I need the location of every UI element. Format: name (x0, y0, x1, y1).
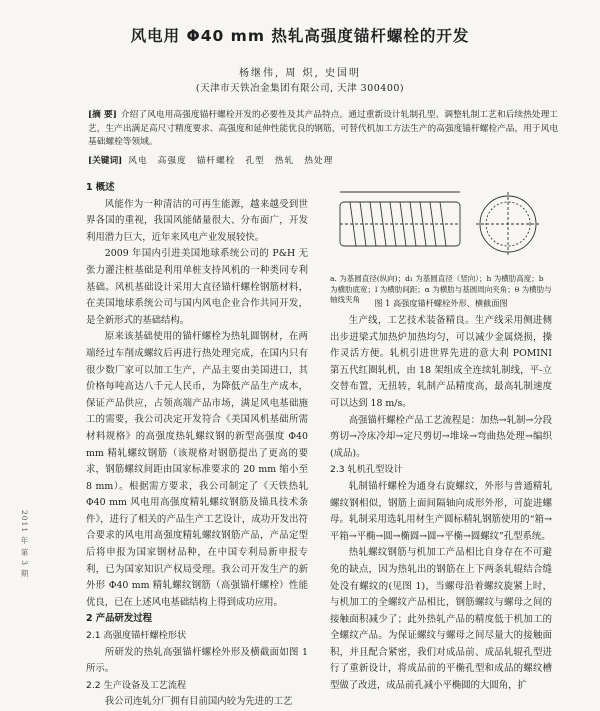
abstract (88, 109, 558, 150)
body-paragraph: 我公司连轧分厂拥有目前国内较为先进的工艺 (104, 696, 293, 708)
subsection-heading: 2.1 高强度锚杆螺栓形状 (86, 630, 187, 642)
section-heading: 2 产品研发过程 (86, 613, 153, 625)
keyword: 高强度 (157, 156, 187, 166)
body-paragraph: 原来该基础使用的锚杆螺栓为热轧圆钢材，在两端经过车削成螺纹后再进行热处理完成，在国内只有很少数厂家可以加工生产，产品主要由美国进口，其价格每吨高达八千元人民币，为降低产品生产成本，保证产品供应，占领高端产品市场，满足风电基础施工的需要，我公司决定开发符合《美国风机基础所需材料规格》的高强度热轧螺纹钢的新型高强度 Φ40 mm 精轧螺纹钢筋（该规格对钢筋提出了更高的要求，钢筋螺纹间距由国家标准要求的 20 mm 缩小至 8 mm）。根据需方要求，我公司制定了《天铁热轧 Φ40 mm 风电用高强度精轧螺纹钢筋及锚具技术条件》，进行了相关的产品生产工艺设计，成功开发出符合要求的风电用高强度精轧螺纹钢筋产品，产品定型后将申报为国家钢材品种，在中国专利局新申报专利，已为国家知识产权局受理。我公司开发生产的新外形 Φ40 mm 精轧螺纹钢筋（高强锚杆螺栓）性能优良，已在上述风电基础结构上得到成功应用。 (86, 331, 308, 608)
figure-drawing (330, 180, 552, 272)
section-heading: 1 概述 (86, 182, 115, 193)
affiliation: (天津市天铁冶金集团有限公司, 天津 300400) (195, 83, 405, 94)
author-list: 杨继伟, 周 炽, 史国明 (239, 68, 361, 79)
subsection-heading: 2.3 轧机孔型设计 (330, 464, 403, 476)
figure-caption: a. 为基圆直径(纵向)；d₁ 为基圆直径（竖向）；h 为横肋高度；b 为横肋底宽；l 为横肋间距；α 为横肋与基圆周向夹角；θ 为横肋与轴线夹角 (330, 274, 552, 304)
margin-note: 2011 年 第 3 期 (20, 510, 29, 578)
keywords (88, 155, 558, 168)
body-paragraph: 高强锚杆螺栓产品工艺流程是：加热→轧制→分段剪切→冷床冷却→定尺剪切→堆垛→弯曲热处理→编织(成品)。 (330, 414, 553, 459)
keyword: 热处理 (304, 156, 334, 166)
body-paragraph: 所研发的热轧高强锚杆螺栓外形及横截面如图 1 所示。 (86, 646, 308, 675)
figure-1 (330, 180, 552, 272)
abstract-label: [摘 要] (88, 110, 117, 120)
bolt-side-view (340, 192, 460, 246)
keyword: 热轧 (274, 156, 295, 166)
left-column (86, 180, 308, 711)
paper-title: 风电用 Φ40 mm 热轧高强度锚杆螺栓的开发 (130, 27, 470, 45)
bolt-cross-section (476, 192, 540, 256)
body-paragraph: 轧制锚杆螺栓为通身右旋螺纹，外形与普通精轧螺纹钢相似，钢筋上面间隔轴向成形外形，可旋进螺母。轧制采用选轧用材生产圆标精轧钢筋使用的“箱→平箱→平椭→圆→椭圆→圆→平椭→圆螺纹”孔型系统。 (330, 480, 552, 542)
keyword: 孔型 (245, 156, 265, 166)
keywords-label: [关键词] (88, 156, 123, 166)
figure-title: 图 1 高强度锚杆螺栓外形、横截面图 (374, 298, 508, 308)
body-paragraph: 2009 年国内引进美国地球系统公司的 P&H 无张力灌注桩基础是利用单桩支持风机的一种类同专利基础。风机基础设计采用大直径锚杆螺栓钢筋材料，在美国地球系统公司与国内风电企业合作共同开发，是全新形式的基础结构。 (86, 248, 308, 326)
subsection-heading: 2.2 生产设备及工艺流程 (86, 679, 187, 691)
body-paragraph: 风能作为一种清洁的可再生能源，越来越受到世界各国的重视，我国风能储量很大、分布面广，开发利用潜力巨大，近年来风电产业发展较快。 (86, 198, 308, 243)
body-paragraph: 生产线，工艺技术装备精良。生产线采用侧进侧出步进梁式加热炉加热均匀，可以减少金属烧损，操作灵活方便。轧机引进世界先进的意大利 POMINI 第五代红圈轧机，由 18 架组成全连续轧制线，平-立交替布置，无扭转，轧制产品精度高，最高轧制速度可以达到 18 m/s。 (330, 315, 552, 409)
keyword: 锚杆螺栓 (196, 156, 236, 166)
abstract-text: 介绍了风电用高强度锚杆螺栓开发的必要性及其产品特点。通过重新设计轧制孔型、调整轧制工艺和后续热处理工艺，生产出满足高尺寸精度要求、高强度和延伸性能优良的钢筋，可替代机加工方法生产的高强度锚杆螺栓产品，用于风电基础螺栓等领域。 (88, 110, 558, 147)
right-column (330, 313, 552, 695)
body-paragraph: 热轧螺纹钢筋与机加工产品相比自身存在不可避免的缺点，因为热轧出的钢筋在上下两条轧辊结合缝处没有螺纹的(见图 1)，当螺母沿着螺纹旋紧上时，与机加工的全螺纹产品相比，钢筋螺纹与螺母之间的接触面积减少了；此外热轧产品的精度低于机加工的全螺纹产品。为保证螺纹与螺母之间尽量大的接触面积，并且配合紧密，我们对成品前、成品轧辊孔型进行了重新设计，将成品前的平椭孔型和成品的螺纹槽型做了改进，成品前孔减小平椭圆的大圆角，扩 (330, 547, 552, 692)
keyword: 风电 (128, 156, 148, 166)
